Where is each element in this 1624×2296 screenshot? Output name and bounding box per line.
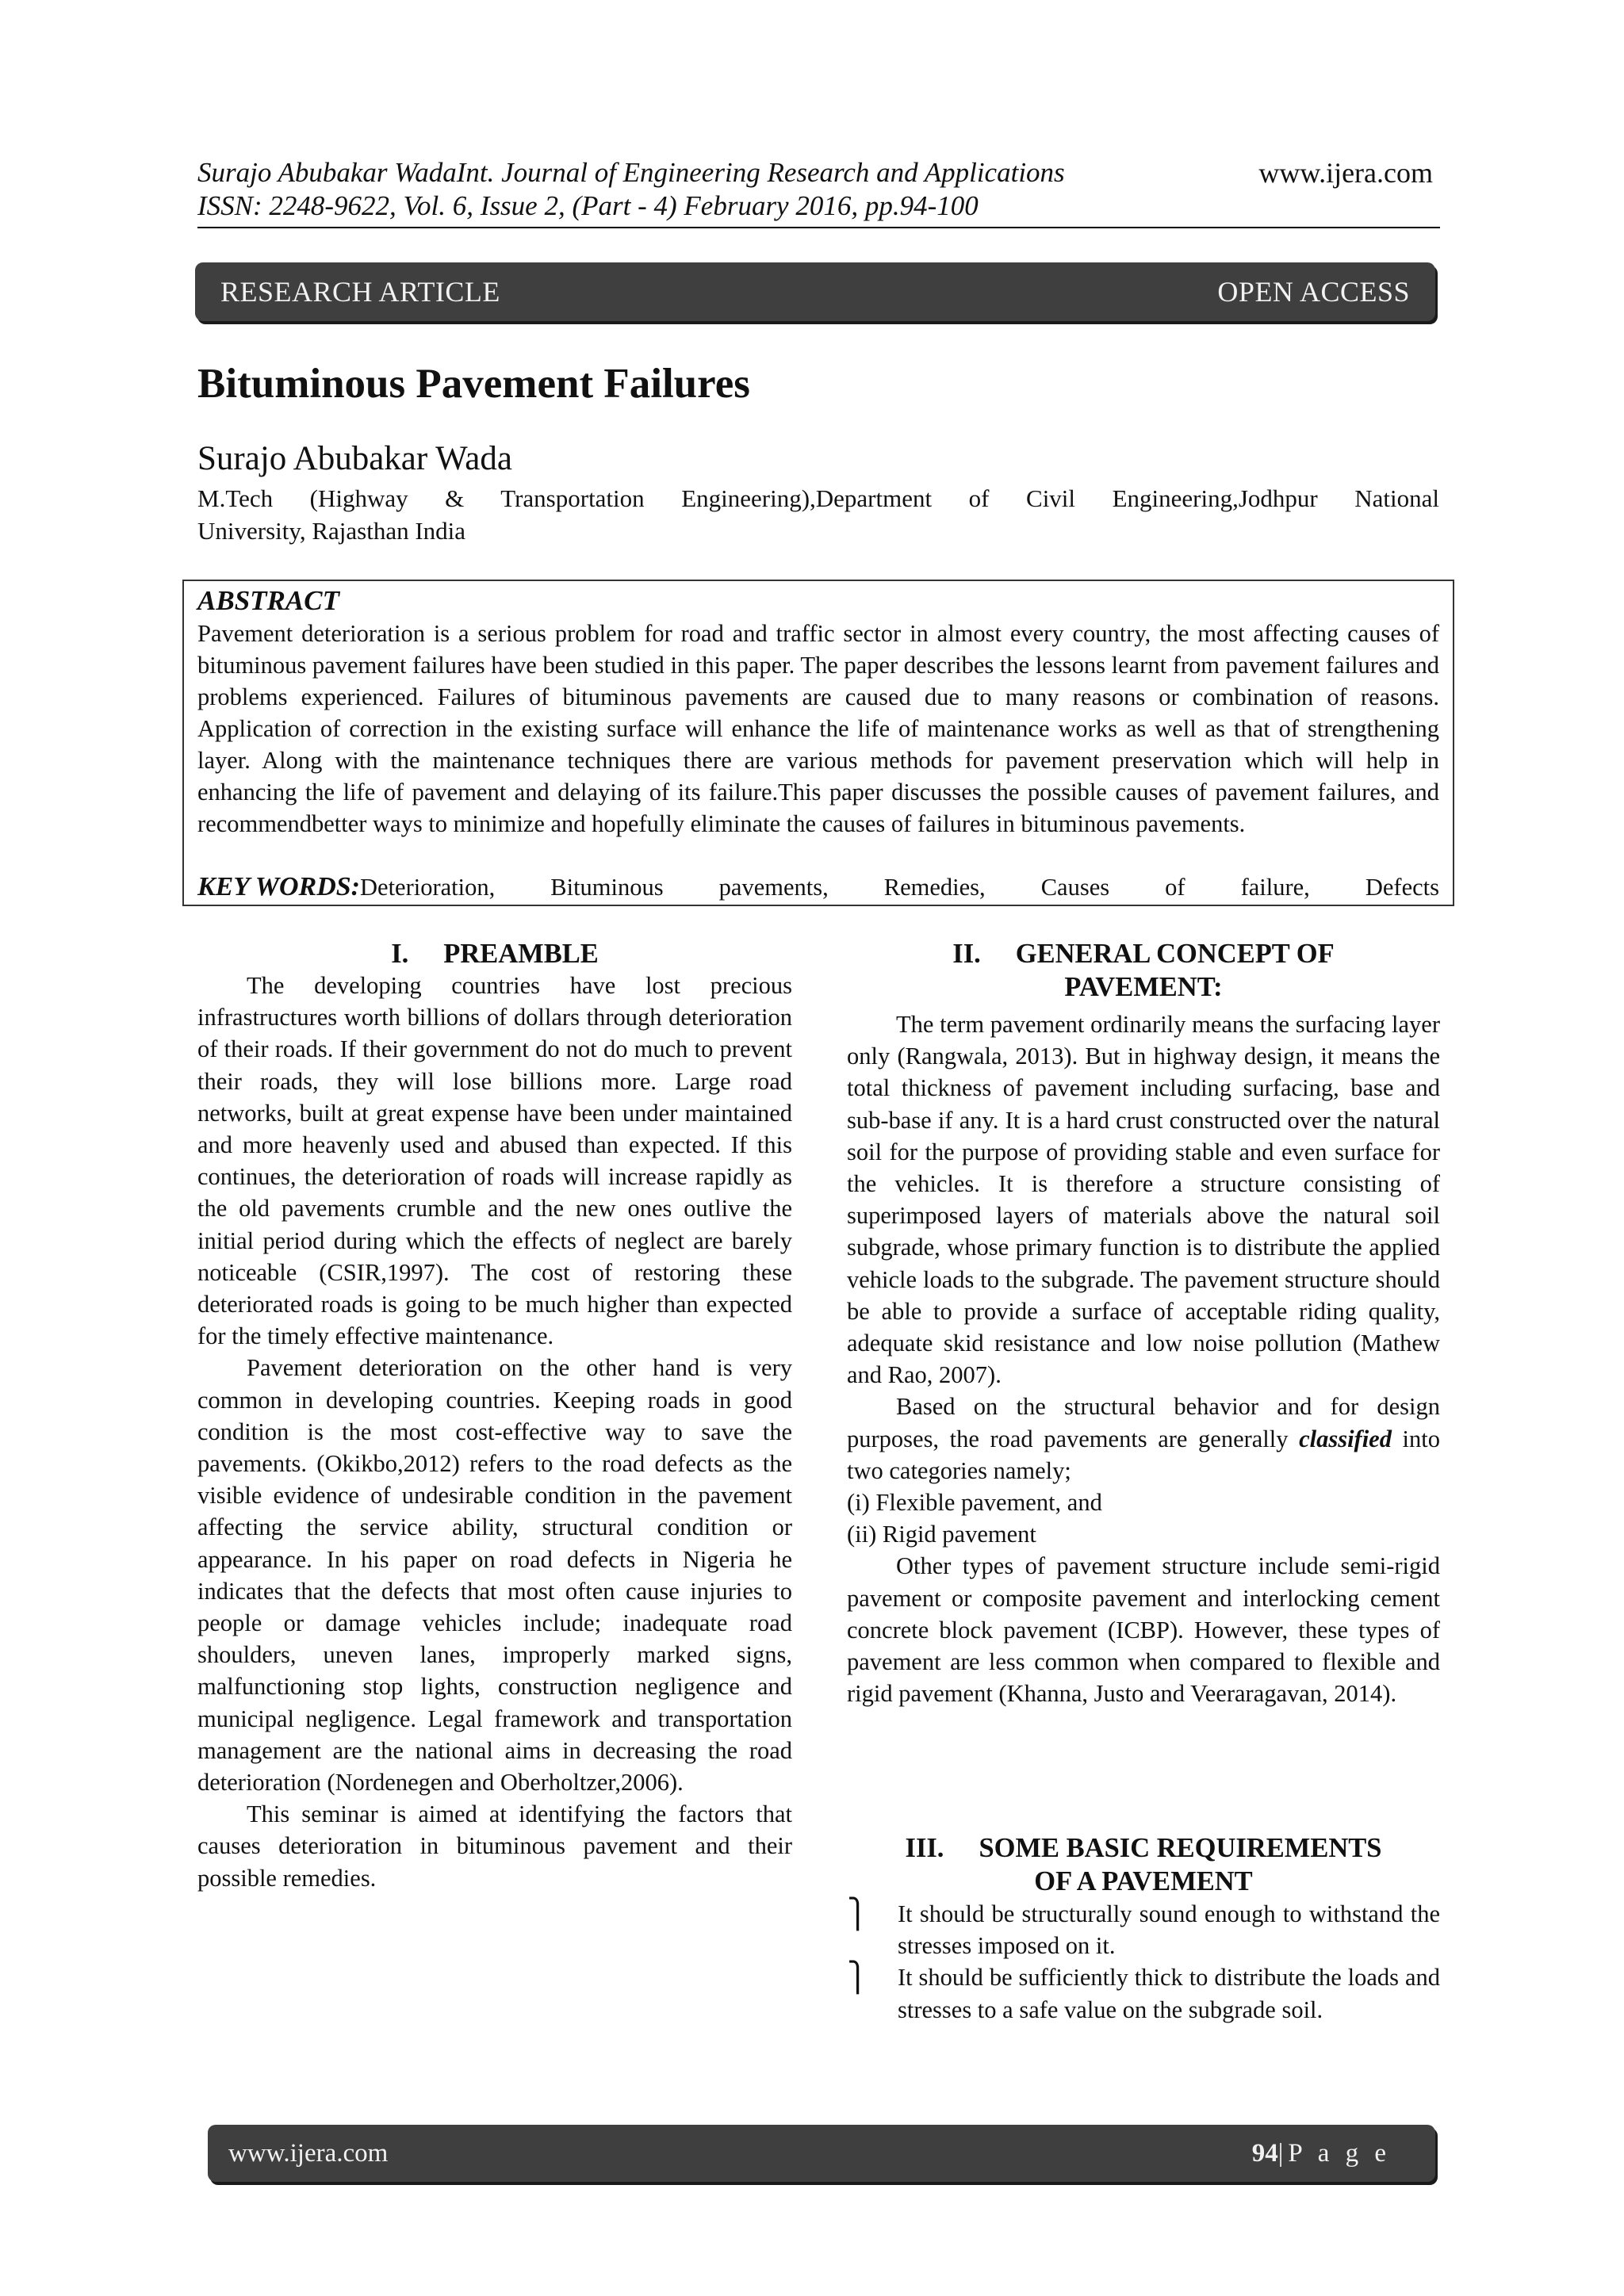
research-article-label: RESEARCH ARTICLE — [220, 276, 500, 308]
list-item-text: It should be sufficiently thick to distribute the loads and stresses to a safe value on the subgrade soil. — [898, 1964, 1440, 2023]
page-label — [1252, 2139, 1391, 2168]
section-number: III. — [905, 1833, 944, 1863]
open-access-label: OPEN ACCESS — [1217, 276, 1410, 308]
list-item — [847, 1961, 1440, 2025]
footer-website[interactable]: www.ijera.com — [228, 2138, 389, 2168]
bullet-icon: ⎫ — [847, 1961, 868, 1994]
abstract-heading: ABSTRACT — [197, 585, 339, 616]
list-item — [847, 1898, 1440, 1961]
journal-issn-line: ISSN: 2248-9622, Vol. 6, Issue 2, (Part - 4) February 2016, pp.94-100 — [197, 190, 979, 221]
paragraph-text: into two categories namely; — [847, 1425, 1441, 1484]
abstract-text: Pavement deterioration is a serious problem for road and traffic sector in almost every country, the most affecting causes of bituminous pavement failures have been studied in this paper. The paper describes the lessons learnt from pavement failures and problems experienced. Failures of bituminous pavements are caused due to many reasons or combination of reasons. Application of correction in the existing surface will enhance the life of maintenance works as well as that of strengthening layer. Along with the maintenance techniques there are various methods for pavement preservation which will help in enhancing the life of pavement and delaying of its failure.This paper discusses the possible causes of pavement failures, and recommendbetter ways to minimize and hopefully eliminate the causes of failures in bituminous pavements. — [197, 620, 1439, 837]
keyword: Deterioration, — [360, 874, 496, 901]
section-number: II. — [952, 939, 981, 969]
paragraph — [847, 1391, 1440, 1487]
keyword: Causes — [1040, 874, 1110, 901]
list-item-text: It should be structurally sound enough to withstand the stresses imposed on it. — [898, 1900, 1440, 1960]
author-affiliation — [197, 482, 1439, 547]
section-title-line-1: GENERAL CONCEPT OF — [1015, 939, 1335, 969]
affiliation-line-1: M.Tech (Highway & Transportation Engineering),Department of Civil Engineering,Jodhpur National — [197, 484, 1439, 512]
keyword: Defects — [1365, 874, 1439, 901]
keyword: pavements, — [718, 874, 829, 901]
section-title: PREAMBLE — [443, 939, 599, 969]
keyword: of — [1165, 874, 1185, 901]
paragraph: The developing countries have lost precious infrastructures worth billions of dollars through deterioration of their roads. If their government do not do much to prevent their roads, they will lose billions more. Large road networks, built at great expense have been under maintained and more heavenly used and abused than expected. If this continues, the deterioration of roads will increase rapidly as the old pavements crumble and the new ones outlive the initial period during which the effects of neglect are barely noticeable (CSIR,1997). The cost of restoring these deteriorated roads is going to be much higher than expected for the timely effective maintenance. — [197, 972, 792, 1350]
keywords-line — [197, 871, 1439, 903]
section-heading-preamble — [197, 937, 792, 970]
paragraph: This seminar is aimed at identifying the factors that causes deterioration in bituminous pavement and their possible remedies. — [197, 1800, 792, 1892]
list-item: (ii) Rigid pavement — [847, 1521, 1036, 1548]
left-column — [197, 970, 792, 1894]
article-type-banner — [195, 262, 1435, 321]
section-title-line-1: SOME BASIC REQUIREMENTS — [979, 1833, 1382, 1863]
keyword: Bituminous — [550, 874, 664, 901]
requirements-list — [847, 1898, 1440, 2026]
section-number: I. — [391, 939, 409, 969]
paragraph-text: Based on the structural behavior and for design purposes, the road pavements are generally — [847, 1393, 1440, 1452]
page-suffix: |P a g e — [1277, 2138, 1391, 2168]
list-item: (i) Flexible pavement, and — [847, 1489, 1102, 1517]
author-name: Surajo Abubakar Wada — [197, 440, 512, 477]
section-heading-basic-requirements — [847, 1831, 1440, 1898]
header-website[interactable]: www.ijera.com — [1258, 157, 1433, 189]
section-title-line-2: PAVEMENT: — [1064, 972, 1223, 1002]
paragraph: The term pavement ordinarily means the surfacing layer only (Rangwala, 2013). But in highway design, it means the total thickness of pavement including surfacing, base and sub-base if any. It is a hard crust constructed over the natural soil for the purpose of providing stable and even surface for the vehicles. It is therefore a structure consisting of superimposed layers of materials above the natural soil subgrade, whose primary function is to distribute the applied vehicle loads to the subgrade. The pavement structure should be able to provide a surface of acceptable riding quality, adequate skid resistance and low noise pollution (Mathew and Rao, 2007). — [847, 1011, 1440, 1389]
section-title-line-2: OF A PAVEMENT — [1034, 1866, 1253, 1896]
header-rule — [197, 227, 1440, 228]
keywords-label: KEY WORDS: — [197, 872, 360, 901]
page-number: 94 — [1251, 2138, 1278, 2168]
journal-citation-line: Surajo Abubakar WadaInt. Journal of Engineering Research and Applications — [197, 157, 1065, 188]
bullet-icon: ⎫ — [847, 1898, 868, 1930]
keyword: failure, — [1240, 874, 1310, 901]
section-heading-general-concept — [847, 937, 1440, 1004]
affiliation-line-2: University, Rajasthan India — [197, 517, 466, 545]
paragraph: Pavement deterioration on the other hand is very common in developing countries. Keeping roads in good condition is the most cost-effective way to save the pavements. (Okikbo,2012) refers to the road defects as the visible evidence of undesirable condition in the pavement affecting the service ability, structural condition or appearance. In his paper on road defects in Nigeria he indicates that the defects that most often cause injuries to people or damage vehicles include; inadequate road shoulders, uneven lanes, improperly marked signs, malfunctioning stop lights, construction negligence and municipal negligence. Legal framework and transportation management are the national aims in decreasing the road deterioration (Nordenegen and Oberholtzer,2006). — [197, 1354, 792, 1797]
paper-title: Bituminous Pavement Failures — [197, 361, 750, 407]
keyword: Remedies, — [883, 874, 986, 901]
emphasis-classified: classified — [1299, 1425, 1392, 1452]
page-footer — [208, 2125, 1435, 2182]
right-column — [847, 1008, 1440, 1709]
paragraph: Other types of pavement structure include semi-rigid pavement or composite pavement and interlocking cement concrete block pavement (ICBP). However, these types of pavement are less common when compared to flexible and rigid pavement (Khanna, Justo and Veeraragavan, 2014). — [847, 1552, 1440, 1708]
